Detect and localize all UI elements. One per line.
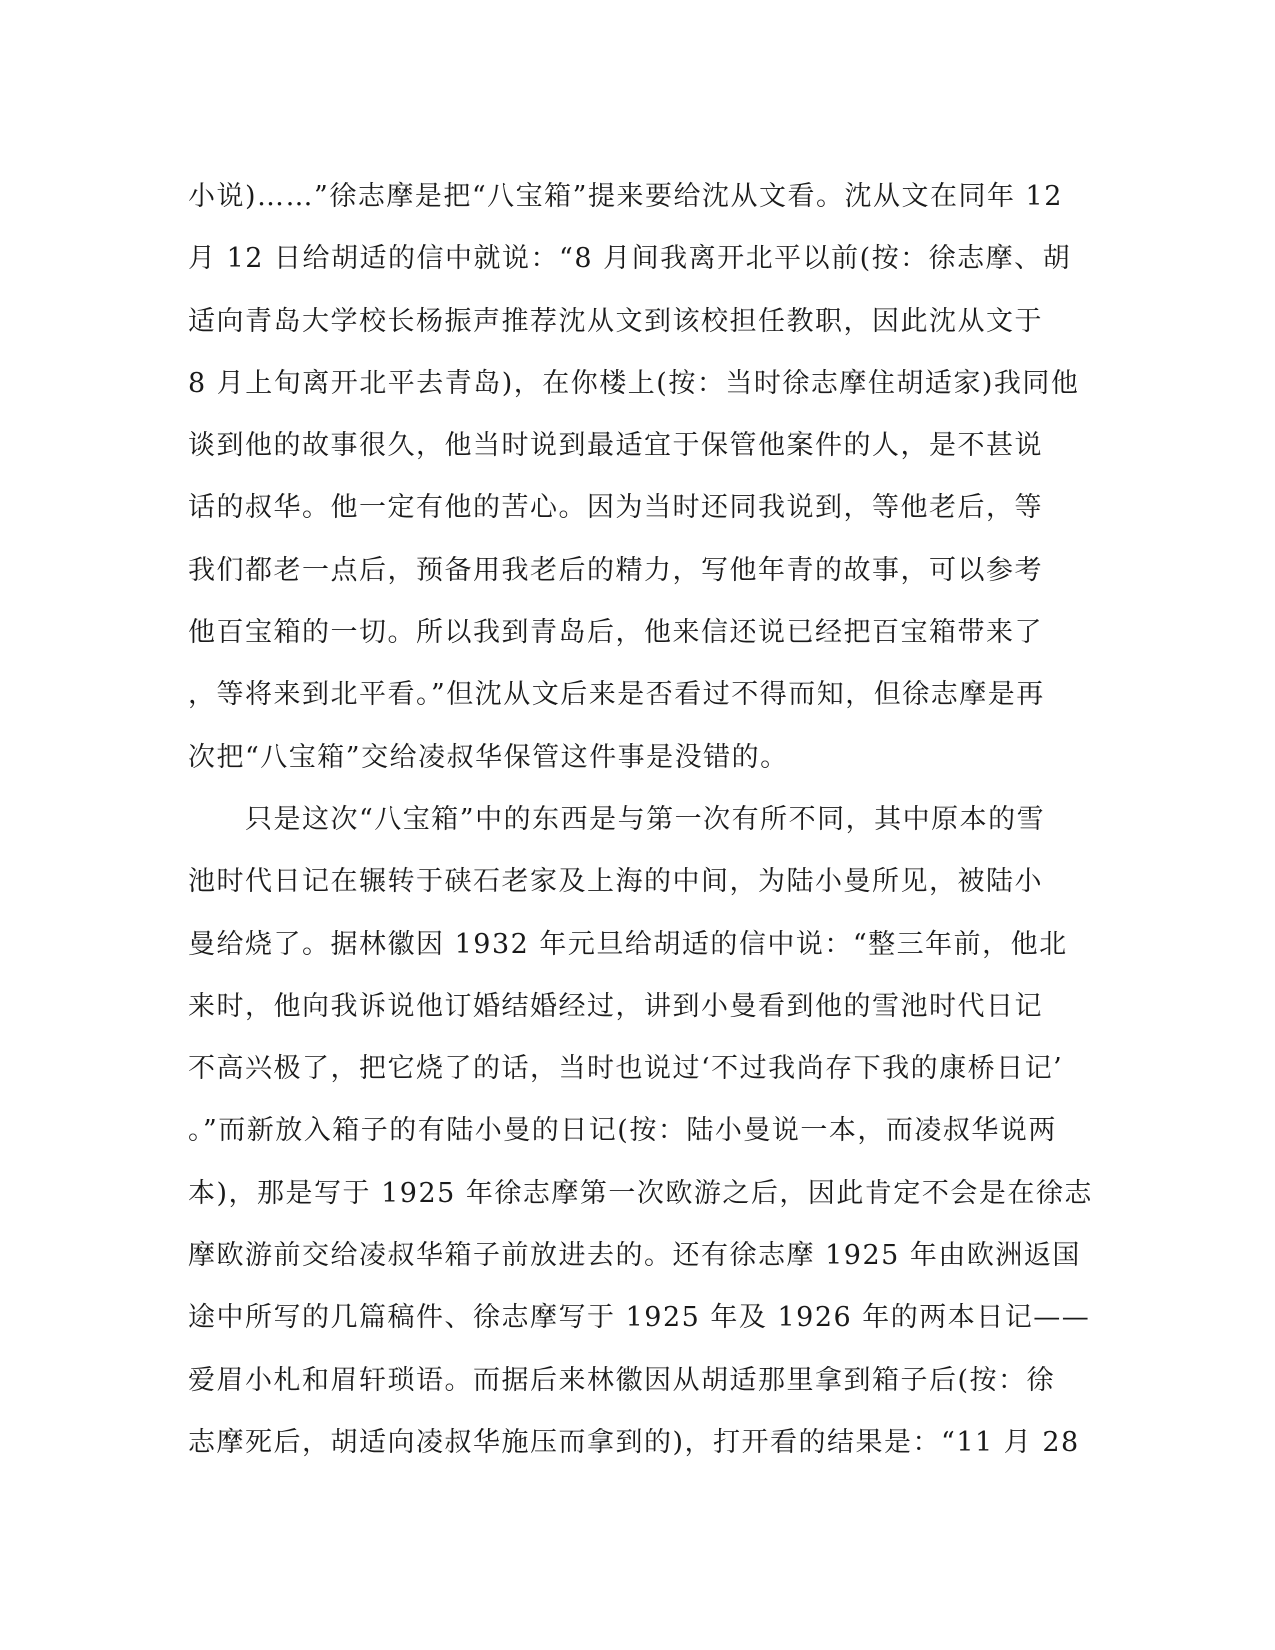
text-line: 话的叔华。他一定有他的苦心。因为当时还同我说到，等他老后，等 (188, 492, 1043, 524)
text-line: 谈到他的故事很久，他当时说到最适宜于保管他案件的人，是不甚说 (188, 430, 1043, 462)
text-line: 不高兴极了，把它烧了的话，当时也说过‘不过我尚存下我的康桥日记’ (188, 1053, 1064, 1085)
text-line: 他百宝箱的一切。所以我到青岛后，他来信还说已经把百宝箱带来了 (188, 617, 1043, 649)
text-line: 途中所写的几篇稿件、徐志摩写于 1925 年及 1926 年的两本日记—— (188, 1302, 1091, 1334)
text-line: 爱眉小札和眉轩琐语。而据后来林徽因从胡适那里拿到箱子后(按：徐 (188, 1364, 1056, 1396)
text-line: ，等将来到北平看。”但沈从文后来是否看过不得而知，但徐志摩是再 (188, 679, 1045, 711)
text-line: 摩欧游前交给凌叔华箱子前放进去的。还有徐志摩 1925 年由欧洲返国 (188, 1240, 1081, 1272)
text-line: 次把“八宝箱”交给凌叔华保管这件事是没错的。 (188, 741, 789, 773)
text-line: 来时，他向我诉说他订婚结婚经过，讲到小曼看到他的雪池时代日记 (188, 990, 1043, 1022)
text-line: 小说)……”徐志摩是把“八宝箱”提来要给沈从文看。沈从文在同年 12 (188, 181, 1063, 212)
body-text (188, 166, 1093, 1474)
text-line: 志摩死后，胡适向凌叔华施压而拿到的)，打开看的结果是：“11 月 28 (188, 1426, 1080, 1458)
text-line: 适向青岛大学校长杨振声推荐沈从文到该校担任教职，因此沈从文于 (188, 305, 1043, 337)
text-line: 8 月上旬离开北平去青岛)，在你楼上(按：当时徐志摩住胡适家)我同他 (188, 367, 1080, 399)
text-line: 池时代日记在辗转于硖石老家及上海的中间，为陆小曼所见，被陆小 (188, 866, 1043, 898)
text-line: 只是这次“八宝箱”中的东西是与第一次有所不同，其中原本的雪 (188, 803, 1046, 835)
text-line: 我们都老一点后，预备用我老后的精力，写他年青的故事，可以参考 (188, 554, 1043, 586)
text-line: 曼给烧了。据林徽因 1932 年元旦给胡适的信中说：“整三年前，他北 (188, 928, 1068, 960)
text-line: 本)，那是写于 1925 年徐志摩第一次欧游之后，因此肯定不会是在徐志 (188, 1177, 1093, 1209)
text-line: 月 12 日给胡适的信中就说：“8 月间我离开北平以前(按：徐志摩、胡 (188, 243, 1072, 275)
text-line: 。”而新放入箱子的有陆小曼的日记(按：陆小曼说一本，而凌叔华说两 (188, 1115, 1057, 1147)
